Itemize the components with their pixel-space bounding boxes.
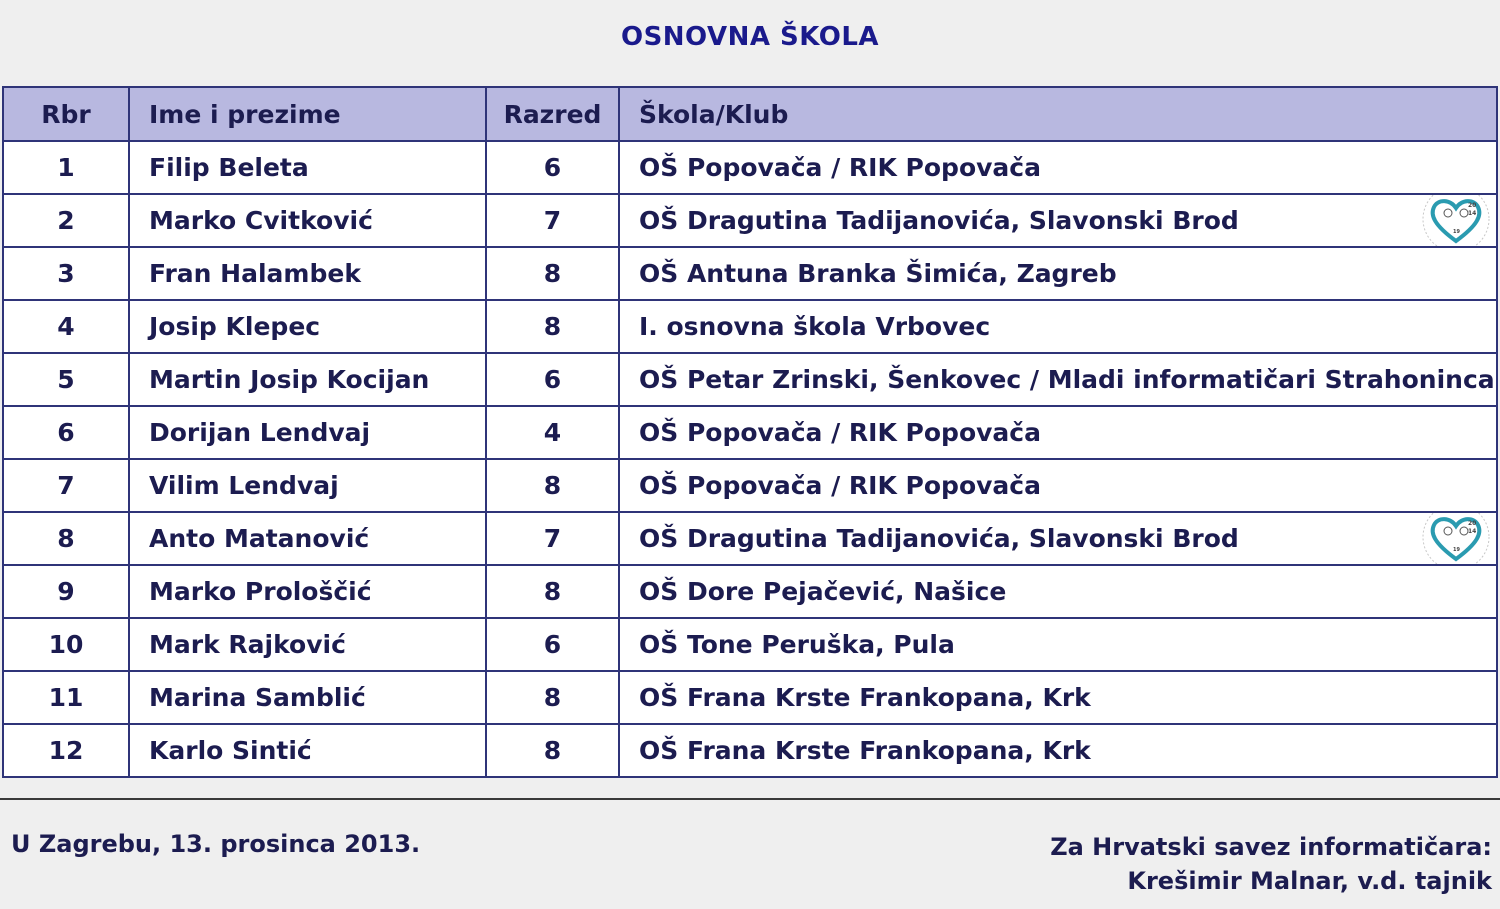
row-rbr — [3, 512, 129, 565]
row-grade-text: 6 — [543, 153, 562, 182]
row-grade — [486, 353, 619, 406]
row-grade — [486, 194, 619, 247]
row-school — [619, 724, 1497, 777]
table-row — [3, 618, 1497, 671]
row-name — [129, 512, 486, 565]
row-name-text: Filip Beleta — [149, 153, 309, 182]
row-school-text: OŠ Dore Pejačević, Našice — [639, 577, 1007, 606]
row-name — [129, 247, 486, 300]
row-name — [129, 353, 486, 406]
row-grade-text: 8 — [543, 683, 562, 712]
row-school-text: OŠ Popovača / RIK Popovača — [639, 418, 1041, 447]
header-school: Škola/Klub — [619, 87, 1497, 141]
row-rbr — [3, 565, 129, 618]
table-row — [3, 300, 1497, 353]
row-grade-text: 6 — [543, 630, 562, 659]
row-school — [619, 618, 1497, 671]
row-name-text: Vilim Lendvaj — [149, 471, 339, 500]
row-rbr-text: 6 — [57, 418, 75, 447]
row-name — [129, 406, 486, 459]
row-name-text: Marko Prološčić — [149, 577, 372, 606]
row-rbr-text: 5 — [57, 365, 75, 394]
row-grade — [486, 724, 619, 777]
badge-year-bottom: 14 — [1468, 528, 1477, 535]
row-school-text: OŠ Popovača / RIK Popovača — [639, 153, 1041, 182]
row-grade-text: 6 — [543, 365, 562, 394]
row-rbr — [3, 300, 129, 353]
row-rbr — [3, 459, 129, 512]
place-date: U Zagrebu, 13. prosinca 2013. — [11, 830, 421, 858]
row-grade — [486, 406, 619, 459]
row-school — [619, 406, 1497, 459]
row-grade — [486, 671, 619, 724]
row-name-text: Fran Halambek — [149, 259, 361, 288]
row-rbr-text: 11 — [48, 683, 84, 712]
row-name — [129, 141, 486, 194]
row-school-text: OŠ Antuna Branka Šimića, Zagreb — [639, 259, 1117, 288]
heart-seal-icon — [1420, 194, 1492, 247]
badge-year-top: 20 — [1468, 202, 1477, 209]
row-school-text: OŠ Popovača / RIK Popovača — [639, 471, 1041, 500]
row-school — [619, 671, 1497, 724]
row-school — [619, 353, 1497, 406]
row-grade — [486, 247, 619, 300]
header-name: Ime i prezime — [129, 87, 486, 141]
row-name-text: Karlo Sintić — [149, 736, 312, 765]
row-school — [619, 565, 1497, 618]
badge-number: 19 — [1453, 547, 1460, 553]
results-table — [2, 86, 1498, 778]
row-grade — [486, 459, 619, 512]
row-school — [619, 247, 1497, 300]
row-name — [129, 300, 486, 353]
row-name — [129, 671, 486, 724]
row-school-text: OŠ Frana Krste Frankopana, Krk — [639, 683, 1091, 712]
table-row — [3, 406, 1497, 459]
row-name-text: Martin Josip Kocijan — [149, 365, 430, 394]
row-school-text: OŠ Frana Krste Frankopana, Krk — [639, 736, 1091, 765]
row-school — [619, 194, 1497, 247]
row-school-text: OŠ Dragutina Tadijanovića, Slavonski Brod — [639, 524, 1239, 553]
row-school-text: OŠ Dragutina Tadijanovića, Slavonski Brod — [639, 206, 1239, 235]
row-rbr-text: 10 — [48, 630, 84, 659]
row-name — [129, 459, 486, 512]
row-grade — [486, 618, 619, 671]
row-name — [129, 618, 486, 671]
row-name-text: Josip Klepec — [149, 312, 321, 341]
row-rbr-text: 8 — [57, 524, 75, 553]
row-rbr — [3, 353, 129, 406]
row-rbr — [3, 618, 129, 671]
header-rbr: Rbr — [3, 87, 129, 141]
row-name — [129, 194, 486, 247]
signature-line-1: Za Hrvatski savez informatičara: — [1050, 833, 1492, 861]
table-row — [3, 724, 1497, 777]
table-header-row — [3, 87, 1497, 141]
table-row — [3, 247, 1497, 300]
row-grade-text: 8 — [543, 736, 562, 765]
row-school — [619, 300, 1497, 353]
row-grade-text: 7 — [543, 524, 562, 553]
row-grade-text: 8 — [543, 577, 562, 606]
header-grade: Razred — [486, 87, 619, 141]
page-title: OSNOVNA ŠKOLA — [620, 22, 880, 52]
signature-block — [1050, 830, 1492, 898]
row-rbr — [3, 194, 129, 247]
row-rbr-text: 1 — [57, 153, 75, 182]
table-row — [3, 194, 1497, 247]
row-name — [129, 724, 486, 777]
table-row — [3, 459, 1497, 512]
row-name-text: Anto Matanović — [149, 524, 370, 553]
row-name-text: Marina Samblić — [149, 683, 366, 712]
row-grade — [486, 512, 619, 565]
row-rbr — [3, 247, 129, 300]
row-grade-text: 4 — [543, 418, 562, 447]
row-grade — [486, 300, 619, 353]
table-row — [3, 353, 1497, 406]
row-name-text: Dorijan Lendvaj — [149, 418, 371, 447]
row-grade-text: 8 — [543, 312, 562, 341]
row-rbr-text: 3 — [57, 259, 75, 288]
heart-seal-icon — [1420, 512, 1492, 565]
row-rbr-text: 7 — [57, 471, 75, 500]
row-rbr — [3, 406, 129, 459]
row-name-text: Mark Rajković — [149, 630, 346, 659]
table-row — [3, 141, 1497, 194]
badge-year-top: 20 — [1468, 520, 1477, 527]
badge-number: 19 — [1453, 229, 1460, 235]
row-school — [619, 512, 1497, 565]
row-rbr-text: 4 — [57, 312, 75, 341]
row-rbr-text: 9 — [57, 577, 75, 606]
row-school-text: I. osnovna škola Vrbovec — [639, 312, 991, 341]
row-school-text: OŠ Tone Peruška, Pula — [639, 630, 955, 659]
row-school — [619, 459, 1497, 512]
table-row — [3, 671, 1497, 724]
row-rbr — [3, 141, 129, 194]
table-row — [3, 565, 1497, 618]
row-name — [129, 565, 486, 618]
row-rbr-text: 12 — [48, 736, 84, 765]
row-rbr — [3, 724, 129, 777]
row-grade-text: 8 — [543, 259, 562, 288]
footer-divider — [0, 798, 1500, 800]
badge-year-bottom: 14 — [1468, 210, 1477, 217]
row-school — [619, 141, 1497, 194]
row-grade — [486, 565, 619, 618]
row-rbr-text: 2 — [57, 206, 75, 235]
row-name-text: Marko Cvitković — [149, 206, 373, 235]
row-grade-text: 8 — [543, 471, 562, 500]
row-school-text: OŠ Petar Zrinski, Šenkovec / Mladi informatičari Strahoninca — [639, 365, 1495, 394]
signature-line-2: Krešimir Malnar, v.d. tajnik — [1127, 867, 1492, 895]
row-rbr — [3, 671, 129, 724]
row-grade — [486, 141, 619, 194]
row-grade-text: 7 — [543, 206, 562, 235]
table-row — [3, 512, 1497, 565]
